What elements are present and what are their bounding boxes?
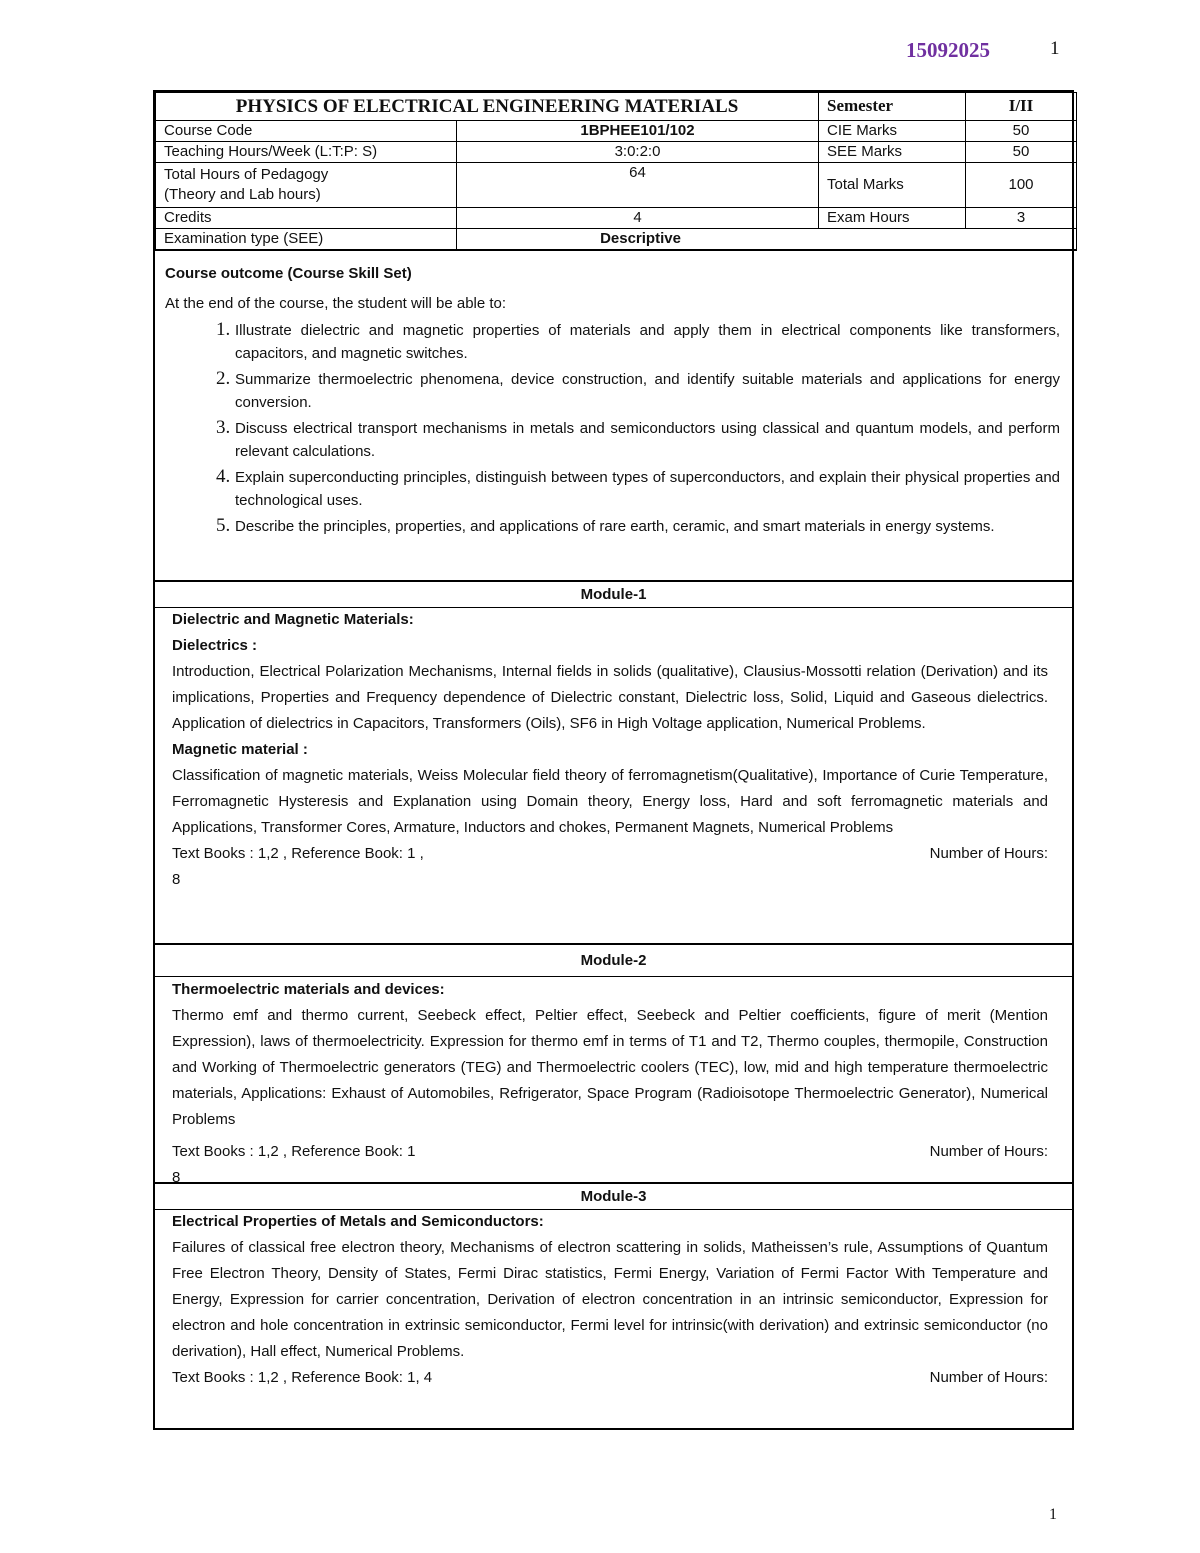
credits-value: 4: [457, 208, 819, 229]
syllabus-sheet: [153, 90, 1074, 1430]
divider: [155, 943, 1072, 945]
module-2-hours-label: Number of Hours:: [929, 1143, 1048, 1160]
semester-value: I/II: [966, 93, 1077, 121]
cie-marks-value: 50: [966, 121, 1077, 142]
footer-page-number: 1: [1049, 1506, 1057, 1523]
pedagogy-hours-label: [156, 163, 457, 208]
credits-label: Credits: [156, 208, 457, 229]
outcome-item: 1. Illustrate dielectric and magnetic properties of materials and apply them in electrical components like transformers, capacitors, and magnetic switches.: [235, 318, 1062, 365]
course-title-cell: [156, 93, 819, 121]
module-3-title: Module-3: [580, 1188, 647, 1205]
module-3-books: Text Books : 1,2 , Reference Book: 1, 4: [172, 1369, 433, 1386]
course-title: PHYSICS OF ELECTRICAL ENGINEERING MATERIALS: [235, 95, 739, 117]
outcome-item: 2. Summarize thermoelectric phenomena, device construction, and identify suitable materials and applications for energy conversion.: [235, 367, 1062, 414]
magnetic-subheading: Magnetic material :: [172, 741, 308, 758]
dielectrics-subheading: Dielectrics :: [172, 637, 258, 654]
module-2-books: Text Books : 1,2 , Reference Book: 1: [172, 1143, 416, 1160]
module-3-books-line: [172, 1365, 1048, 1391]
module-2-text: Thermo emf and thermo current, Seebeck effect, Peltier effect, Seebeck and Peltier coefficients, figure of merit (Mention Expression), laws of thermoelectricity. Expression for thermo emf in terms of T1 and T2, Thermo couples, thermopile, Construction and Working of Thermoelectric generators (TEG) and Thermoelectric coolers (TEC), low, mid and high temperature thermoelectric materials, Applications: Exhaust of Automobiles, Refrigerator, Space Program (Radioisotope Thermoelectric Generator), Numerical Problems: [172, 1007, 1048, 1128]
exam-type-label: Examination type (SEE): [156, 229, 457, 251]
header-page-number: 1: [1050, 38, 1060, 59]
course-outcomes-list: [165, 318, 1062, 538]
module-2-hours: 8: [172, 1169, 181, 1186]
exam-hours-label: Exam Hours: [819, 208, 966, 229]
course-code-label: Course Code: [156, 121, 457, 142]
teaching-hours-value: 3:0:2:0: [457, 142, 819, 163]
divider: [155, 580, 1072, 582]
course-outcomes-heading: Course outcome (Course Skill Set): [165, 265, 412, 282]
exam-hours-value: 3: [966, 208, 1077, 229]
semester-label: Semester: [819, 93, 966, 121]
module-1-body: [155, 607, 1072, 893]
module-2-body: [155, 977, 1072, 1186]
module-3-body: [155, 1209, 1072, 1391]
exam-type-value: Descriptive: [457, 229, 1077, 251]
pedagogy-hours-value: 64: [457, 163, 819, 208]
total-marks-label: Total Marks: [819, 163, 966, 208]
see-marks-label: SEE Marks: [819, 142, 966, 163]
module-1-books: Text Books : 1,2 , Reference Book: 1 ,: [172, 845, 424, 862]
module-2-title: Module-2: [580, 952, 647, 969]
course-code-value: 1BPHEE101/102: [457, 121, 819, 142]
outcome-item: 4. Explain superconducting principles, distinguish between types of superconductors, and explain their physical properties and technological uses.: [235, 465, 1062, 512]
document-code: 15092025: [906, 38, 990, 62]
module-1-dielectrics-text: Introduction, Electrical Polarization Mechanisms, Internal fields in solids (qualitative), Clausius-Mossotti relation (Derivation) and its implications, Properties and Frequency dependence of Dielectric constant, Dielectric loss, Solid, Liquid and Gaseous dielectrics. Application of dielectrics in Capacitors, Transformers (Oils), SF6 in High Voltage application, Numerical Problems.: [172, 663, 1048, 732]
teaching-hours-label: Teaching Hours/Week (L:T:P: S): [156, 142, 457, 163]
module-1-hours-label: Number of Hours:: [929, 845, 1048, 862]
outcome-item: 3. Discuss electrical transport mechanisms in metals and semiconductors using classical and quantum models, and perform relevant calculations.: [235, 416, 1062, 463]
module-3-hours-label: Number of Hours:: [929, 1369, 1048, 1386]
module-1-books-line: [172, 841, 1048, 867]
divider: [155, 1182, 1072, 1184]
total-marks-value: 100: [966, 163, 1077, 208]
module-2-heading: Thermoelectric materials and devices:: [172, 981, 445, 998]
pedagogy-hours-label-line1: Total Hours of Pedagogy: [164, 166, 329, 183]
module-2-books-line: [172, 1139, 1048, 1165]
course-info-table: [155, 92, 1077, 251]
cie-marks-label: CIE Marks: [819, 121, 966, 142]
see-marks-value: 50: [966, 142, 1077, 163]
module-3-heading: Electrical Properties of Metals and Semiconductors:: [172, 1213, 544, 1230]
course-outcomes: [155, 262, 1072, 540]
module-1-hours: 8: [172, 871, 181, 888]
module-3-text: Failures of classical free electron theory, Mechanisms of electron scattering in solids, Matheissen’s rule, Assumptions of Quantum Free Electron Theory, Density of States, Fermi Dirac statistics, Fermi Energy, Variation of Fermi Factor With Temperature and Energy, Expression for carrier concentration, Derivation of electron concentration in an intrinsic semiconductor, Expression for electron and hole concentration in extrinsic semiconductor, Fermi level for intrinsic(with derivation) and extrinsic semiconductor (no derivation), Hall effect, Numerical Problems.: [172, 1239, 1048, 1360]
module-1-title: Module-1: [580, 586, 647, 603]
course-outcomes-intro: At the end of the course, the student will be able to:: [165, 295, 507, 312]
module-1-magnetic-text: Classification of magnetic materials, Weiss Molecular field theory of ferromagnetism(Qualitative), Importance of Curie Temperature, Ferromagnetic Hysteresis and Explanation using Domain theory, Energy loss, Hard and soft ferromagnetic materials and Applications, Transformer Cores, Armature, Inductors and chokes, Permanent Magnets, Numerical Problems: [172, 767, 1048, 836]
pedagogy-hours-label-line2: (Theory and Lab hours): [164, 186, 321, 203]
outcome-item: 5. Describe the principles, properties, and applications of rare earth, ceramic, and smart materials in energy systems.: [235, 514, 1062, 538]
module-1-heading: Dielectric and Magnetic Materials:: [172, 611, 414, 628]
